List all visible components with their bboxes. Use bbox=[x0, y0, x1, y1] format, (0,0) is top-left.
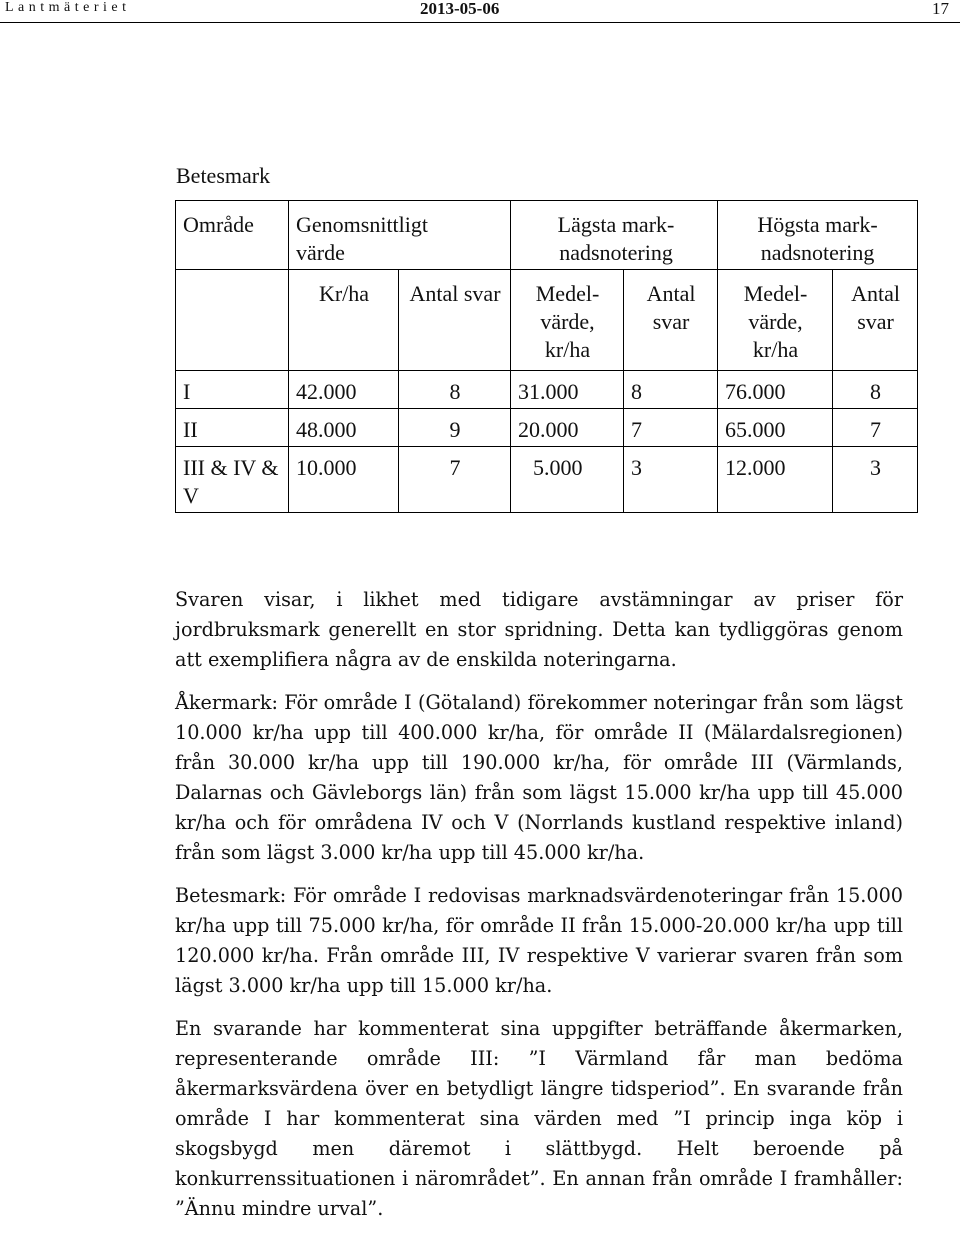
subheader-low-value: Medel-värde, kr/ha bbox=[511, 270, 624, 371]
cell-avg-n: 9 bbox=[399, 409, 511, 447]
subheader-avg-value: Kr/ha bbox=[289, 270, 399, 371]
cell-avg-n: 8 bbox=[399, 371, 511, 409]
subheader-high-count: Antal svar bbox=[833, 270, 918, 371]
header-average: Genomsnittligt värde bbox=[289, 201, 511, 270]
cell-low-n: 8 bbox=[624, 371, 718, 409]
organization-name: Lantmäteriet bbox=[5, 0, 131, 15]
table-row bbox=[176, 409, 918, 447]
cell-low: 31.000 bbox=[511, 371, 624, 409]
header-highest: Högsta mark-nadsnotering bbox=[718, 201, 918, 270]
cell-low: 20.000 bbox=[511, 409, 624, 447]
header-lowest: Lägsta mark-nadsnotering bbox=[511, 201, 718, 270]
cell-low: 5.000 bbox=[511, 447, 624, 513]
header-area: Område bbox=[176, 201, 289, 270]
cell-high: 12.000 bbox=[718, 447, 833, 513]
body-text bbox=[175, 585, 903, 1237]
subheader-empty bbox=[176, 270, 289, 371]
page-number: 17 bbox=[932, 0, 949, 18]
table-subheader-row bbox=[176, 270, 918, 371]
cell-avg-n: 7 bbox=[399, 447, 511, 513]
page-header bbox=[0, 0, 960, 23]
paragraph-intro: Svaren visar, i likhet med tidigare avstämningar av priser för jordbruksmark generellt en stor spridning. Detta kan tydliggöras genom att exemplifiera några av de enskilda noteringarna. bbox=[175, 588, 903, 671]
cell-high-n: 7 bbox=[833, 409, 918, 447]
cell-high: 76.000 bbox=[718, 371, 833, 409]
table-row bbox=[176, 371, 918, 409]
cell-high-n: 3 bbox=[833, 447, 918, 513]
cell-high: 65.000 bbox=[718, 409, 833, 447]
document-date: 2013-05-06 bbox=[420, 0, 500, 18]
paragraph-comments: En svarande har kommenterat sina uppgifter beträffande åkermarken, representerande område III: ”I Värmland får man bedöma åkermarksvärdena över en betydligt längre tidsperiod”. En svarande från område I har kommenterat sina värden med ”I princip inga köp i skogsbygd men däremot i slättbygd. Helt beroende på konkurrenssituationen i närområdet”. En annan från område I framhåller: ”Ännu mindre urval”. bbox=[175, 1017, 903, 1220]
table-header-row bbox=[176, 201, 918, 270]
cell-area: II bbox=[176, 409, 289, 447]
subheader-low-count: Antal svar bbox=[624, 270, 718, 371]
subheader-avg-count: Antal svar bbox=[399, 270, 511, 371]
cell-area: III & IV & V bbox=[176, 447, 289, 513]
paragraph-betesmark: Betesmark: För område I redovisas marknadsvärdenoteringar från 15.000 kr/ha upp till 75.000 kr/ha, för område II från 15.000-20.000 kr/ha upp till 120.000 kr/ha. Från område III, IV respektive V varierar svaren från som lägst 3.000 kr/ha upp till 15.000 kr/ha. bbox=[175, 884, 903, 997]
cell-avg: 10.000 bbox=[289, 447, 399, 513]
price-table bbox=[175, 200, 918, 513]
section-title: Betesmark bbox=[176, 163, 271, 188]
cell-low-n: 3 bbox=[624, 447, 718, 513]
cell-avg: 42.000 bbox=[289, 371, 399, 409]
cell-avg: 48.000 bbox=[289, 409, 399, 447]
paragraph-akermark: Åkermark: För område I (Götaland) förekommer noteringar från som lägst 10.000 kr/ha upp till 400.000 kr/ha, för område II (Mälardalsregionen) från 30.000 kr/ha upp till 190.000 kr/ha, för område III (Värmlands, Dalarnas och Gävleborgs län) från som lägst 15.000 kr/ha upp till 45.000 kr/ha och för områdena IV och V (Norrlands kustland respektive inland) från som lägst 3.000 kr/ha upp till 45.000 kr/ha. bbox=[175, 691, 903, 864]
cell-area: I bbox=[176, 371, 289, 409]
cell-high-n: 8 bbox=[833, 371, 918, 409]
table-row bbox=[176, 447, 918, 513]
cell-low-n: 7 bbox=[624, 409, 718, 447]
subheader-high-value: Medel-värde, kr/ha bbox=[718, 270, 833, 371]
